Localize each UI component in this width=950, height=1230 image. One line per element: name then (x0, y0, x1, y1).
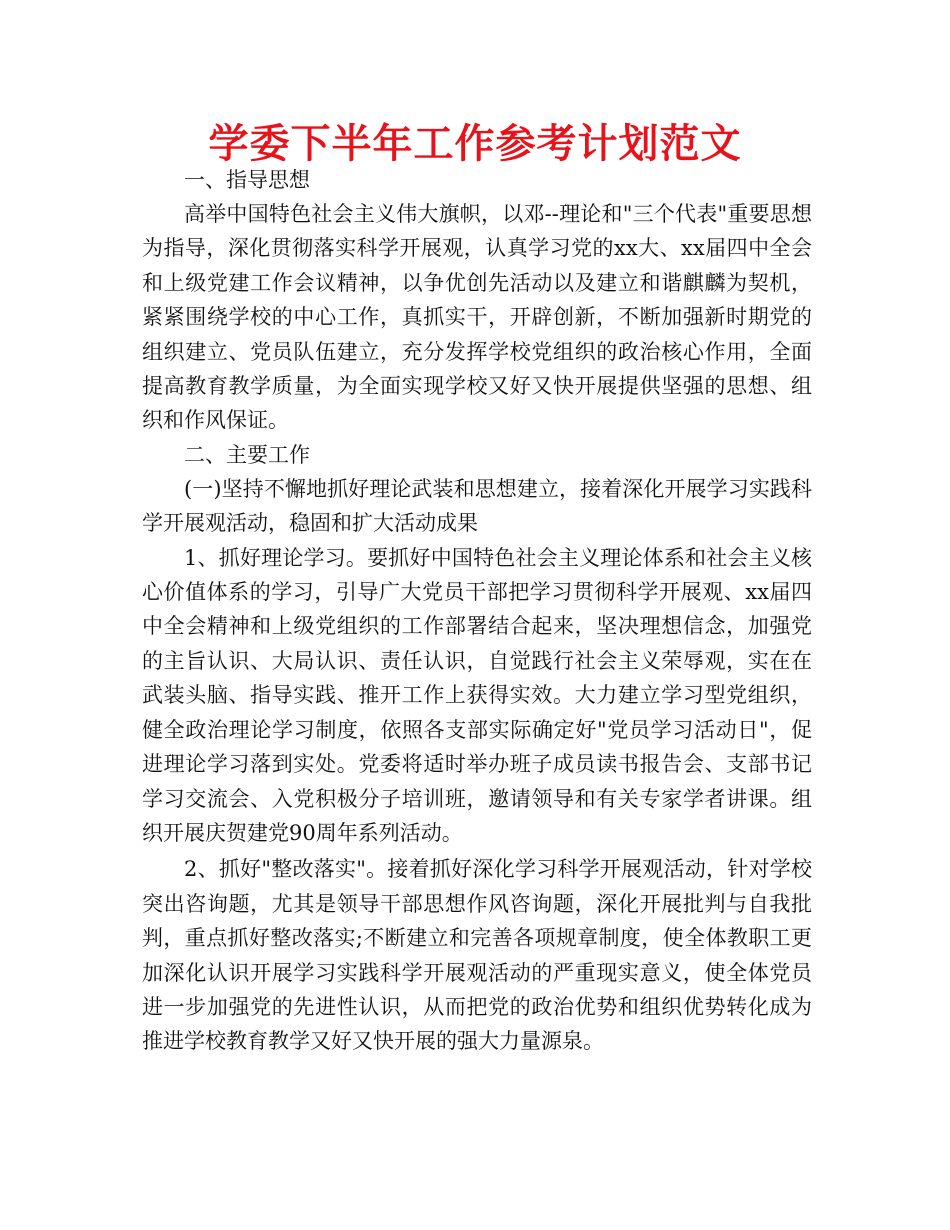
document-body (142, 163, 812, 1059)
paragraph-guiding-ideology: 高举中国特色社会主义伟大旗帜，以邓--理论和"三个代表"重要思想为指导，深化贯彻落实科学开展观，认真学习党的xx大、xx届四中全会和上级党建工作会议精神，以争优创先活动以及建立和谐麒麟为契机，紧紧围绕学校的中心工作，真抓实干，开辟创新，不断加强新时期党的组织建立、党员队伍建立，充分发挥学校党组织的政治核心作用，全面提高教育教学质量，为全面实现学校又好又快开展提供坚强的思想、组织和作风保证。 (142, 202, 812, 433)
document-title: 学委下半年工作参考计划范文 (208, 121, 742, 167)
paragraph-theory-study: 1、抓好理论学习。要抓好中国特色社会主义理论体系和社会主义核心价值体系的学习，引导广大党员干部把学习贯彻科学开展观、xx届四中全会精神和上级党组织的工作部署结合起来，坚决理想信念，加强党的主旨认识、大局认识、责任认识，自觉践行社会主义荣辱观，实在在武装头脑、指导实践、推开工作上获得实效。大力建立学习型党组织，健全政治理论学习制度，依照各支部实际确定好"党员学习活动日"，促进理论学习落到实处。党委将适时举办班子成员读书报告会、支部书记学习交流会、入党积极分子培训班，邀请领导和有关专家学者讲课。组织开展庆贺建党90周年系列活动。 (142, 545, 812, 845)
section-heading-main-work: 二、主要工作 (184, 442, 310, 467)
section-heading-guiding-ideology: 一、指导思想 (184, 168, 310, 192)
paragraph-rectification: 2、抓好"整改落实"。接着抓好深化学习科学开展观活动，针对学校突出咨询题，尤其是领导干部思想作风咨询题，深化开展批判与自我批判，重点抓好整改落实;不断建立和完善各项规章制度，使全体教职工更加深化认识开展学习实践科学开展观活动的严重现实意义，使全体党员进一步加强党的先进性认识，从而把党的政治优势和组织优势转化成为推进学校教育教学又好又快开展的强大力量源泉。 (142, 857, 812, 1054)
paragraph-subsection-1: (一)坚持不懈地抓好理论武装和思想建立，接着深化开展学习实践科学开展观活动，稳固和扩大活动成果 (142, 476, 812, 536)
